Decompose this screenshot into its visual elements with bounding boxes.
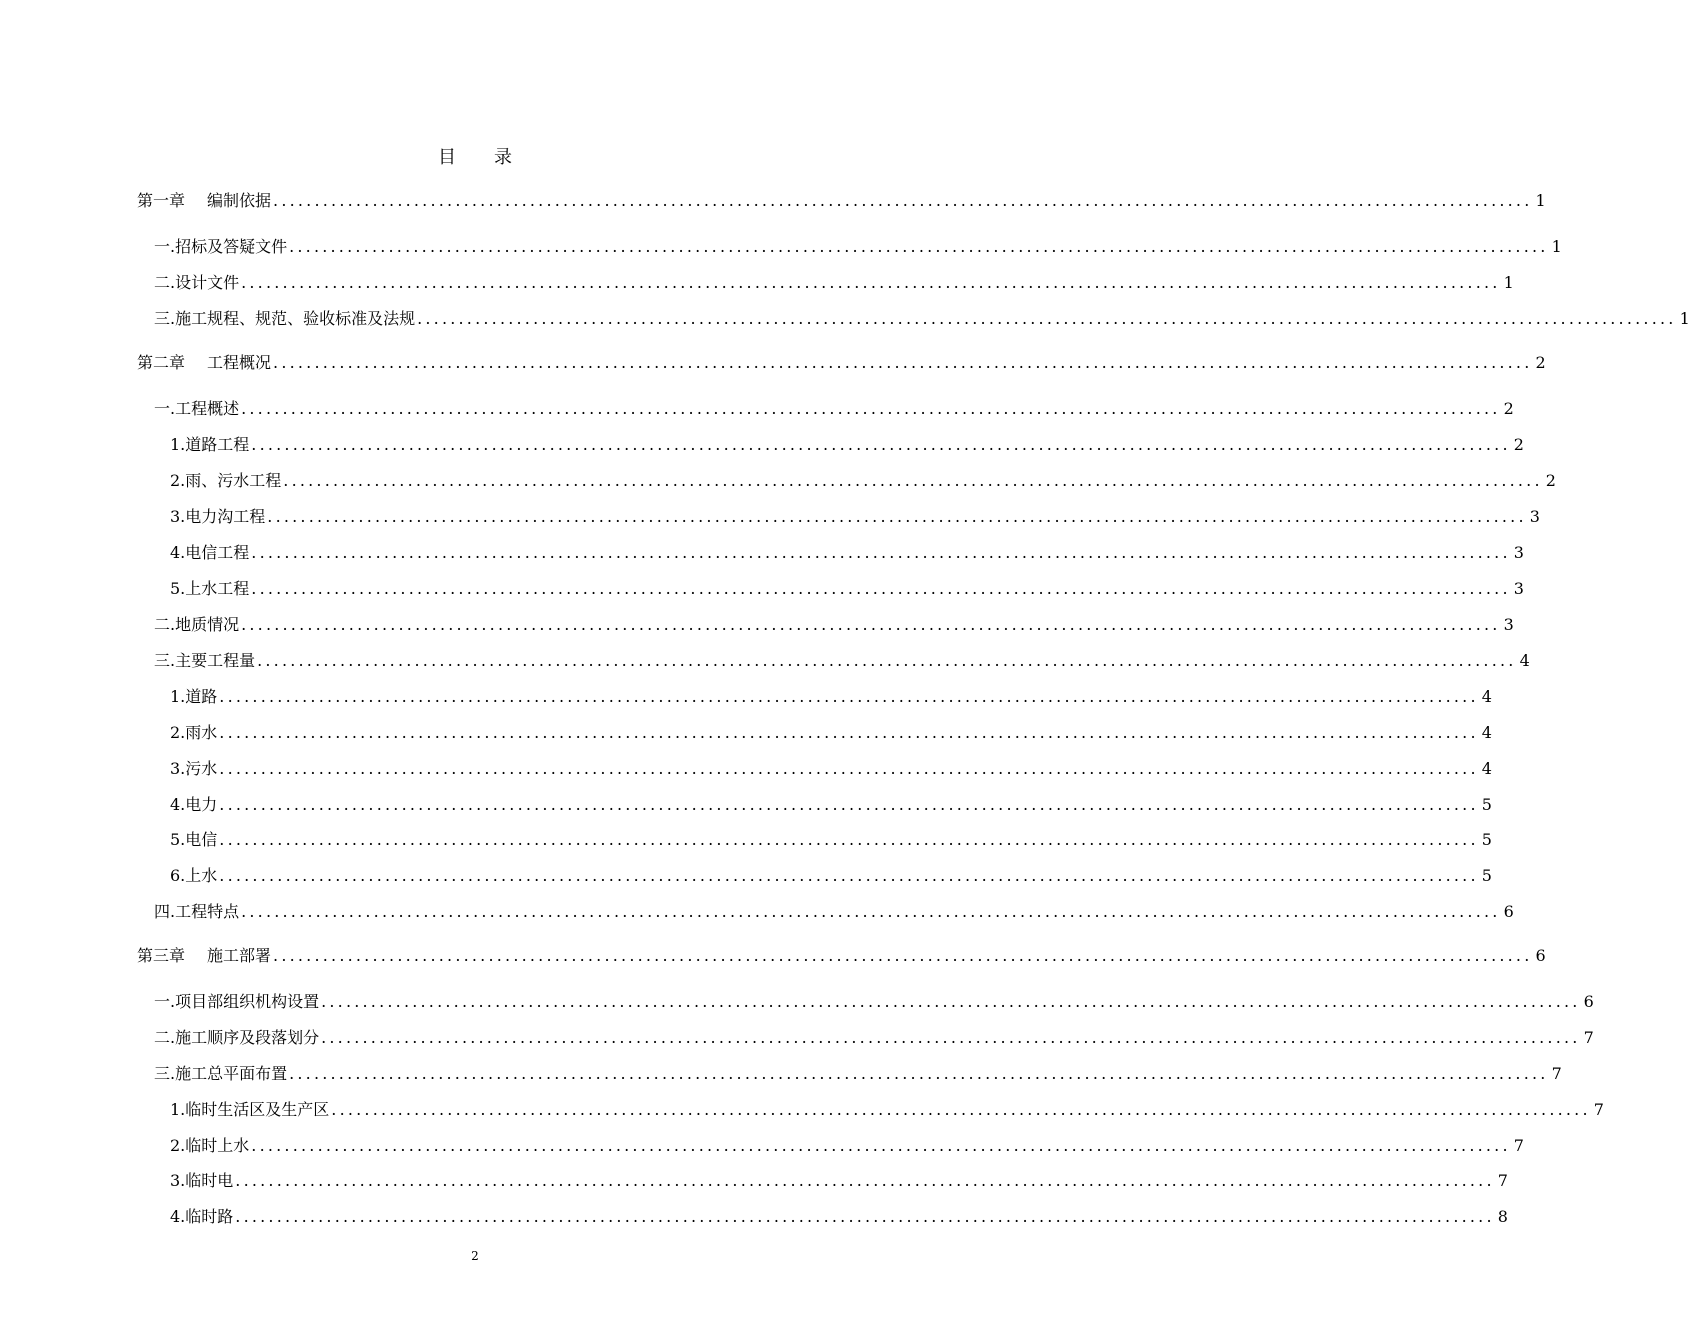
dot-leader: ........................................................................................................................................................ — [267, 507, 1527, 526]
entry-text: 编制依据 — [207, 191, 272, 210]
dot-leader: ........................................................................................................................................................ — [273, 191, 1533, 210]
page-number: 8 — [1497, 1207, 1508, 1226]
toc-section[interactable] — [154, 613, 1514, 637]
page-number: 6 — [1583, 992, 1594, 1011]
page-number: 5 — [1481, 866, 1492, 885]
dot-leader: ........................................................................................................................................................ — [417, 309, 1677, 328]
toc-subsection[interactable] — [170, 1134, 1524, 1158]
toc-subsection[interactable] — [170, 541, 1524, 565]
entry-text: 二.地质情况 — [154, 615, 240, 634]
dot-leader: ........................................................................................................................................................ — [251, 579, 1511, 598]
page-number: 3 — [1513, 579, 1524, 598]
dot-leader: ........................................................................................................................................................ — [273, 946, 1533, 965]
dot-leader: ........................................................................................................................................................ — [241, 399, 1501, 418]
dot-leader: ........................................................................................................................................................ — [257, 651, 1517, 670]
toc-title-left: 目 — [438, 147, 456, 168]
entry-text: 2.雨、污水工程 — [170, 471, 282, 490]
toc-subsection[interactable] — [170, 864, 1492, 888]
dot-leader: ........................................................................................................................................................ — [219, 830, 1479, 849]
toc-subsection[interactable] — [170, 685, 1492, 709]
dot-leader: ........................................................................................................................................................ — [251, 1136, 1511, 1155]
dot-leader: ........................................................................................................................................................ — [321, 1028, 1581, 1047]
chapter-label: 第二章 — [137, 353, 186, 372]
entry-text: 二.施工顺序及段落划分 — [154, 1028, 320, 1047]
toc-subsection[interactable] — [170, 757, 1492, 781]
toc-section[interactable] — [154, 271, 1514, 295]
entry-text: 三.施工规程、规范、验收标准及法规 — [154, 309, 416, 328]
toc-title — [0, 143, 950, 169]
page-number: 6 — [1503, 902, 1514, 921]
entry-text: 工程概况 — [207, 353, 272, 372]
entry-text: 4.电信工程 — [170, 543, 250, 562]
toc-subsection[interactable] — [170, 433, 1524, 457]
toc-subsection[interactable] — [170, 721, 1492, 745]
toc-section[interactable] — [154, 1062, 1562, 1086]
dot-leader: ........................................................................................................................................................ — [251, 543, 1511, 562]
entry-text: 1.道路 — [170, 687, 218, 706]
dot-leader: ........................................................................................................................................................ — [219, 795, 1479, 814]
entry-text: 三.主要工程量 — [154, 651, 256, 670]
page-number: 5 — [1481, 830, 1492, 849]
dot-leader: ........................................................................................................................................................ — [219, 759, 1479, 778]
page-number: 3 — [1503, 615, 1514, 634]
entry-text: 5.上水工程 — [170, 579, 250, 598]
page-number: 7 — [1593, 1100, 1604, 1119]
entry-text: 一.项目部组织机构设置 — [154, 992, 320, 1011]
entry-text: 4.电力 — [170, 795, 218, 814]
page-number: 7 — [1583, 1028, 1594, 1047]
page-number: 2 — [1513, 435, 1524, 454]
dot-leader: ........................................................................................................................................................ — [289, 1064, 1549, 1083]
toc-subsection[interactable] — [170, 1098, 1604, 1122]
dot-leader: ........................................................................................................................................................ — [219, 687, 1479, 706]
toc-subsection[interactable] — [170, 1205, 1508, 1229]
page-number: 6 — [1535, 946, 1546, 965]
page-number: 1 — [1535, 191, 1546, 210]
chapter-label: 第一章 — [137, 191, 186, 210]
entry-text: 1.道路工程 — [170, 435, 250, 454]
dot-leader: ........................................................................................................................................................ — [219, 866, 1479, 885]
page-number: 1 — [1551, 237, 1562, 256]
page-number: 4 — [1519, 651, 1530, 670]
page-number: 2 — [1535, 353, 1546, 372]
entry-text: 3.污水 — [170, 759, 218, 778]
page-number: 7 — [1513, 1136, 1524, 1155]
entry-text: 二.设计文件 — [154, 273, 240, 292]
dot-leader: ........................................................................................................................................................ — [241, 273, 1501, 292]
dot-leader: ........................................................................................................................................................ — [251, 435, 1511, 454]
dot-leader: ........................................................................................................................................................ — [321, 992, 1581, 1011]
toc-subsection[interactable] — [170, 828, 1492, 852]
toc-section[interactable] — [154, 1026, 1594, 1050]
entry-text: 5.电信 — [170, 830, 218, 849]
toc-section[interactable] — [154, 649, 1530, 673]
page-number: 1 — [1503, 273, 1514, 292]
toc-chapter-1[interactable] — [137, 189, 1546, 213]
toc-section[interactable] — [154, 307, 1690, 331]
page-number: 2 — [1545, 471, 1556, 490]
toc-section[interactable] — [154, 990, 1594, 1014]
toc-subsection[interactable] — [170, 505, 1540, 529]
entry-text: 2.临时上水 — [170, 1136, 250, 1155]
entry-text: 3.电力沟工程 — [170, 507, 266, 526]
entry-text: 6.上水 — [170, 866, 218, 885]
chapter-label: 第三章 — [137, 946, 186, 965]
entry-text: 1.临时生活区及生产区 — [170, 1100, 330, 1119]
toc-section[interactable] — [154, 235, 1562, 259]
dot-leader: ........................................................................................................................................................ — [283, 471, 1543, 490]
toc-section[interactable] — [154, 900, 1514, 924]
entry-text: 施工部署 — [207, 946, 272, 965]
toc-chapter-2[interactable] — [137, 351, 1546, 375]
entry-text: 四.工程特点 — [154, 902, 240, 921]
toc-subsection[interactable] — [170, 793, 1492, 817]
dot-leader: ........................................................................................................................................................ — [241, 902, 1501, 921]
entry-text: 3.临时电 — [170, 1171, 234, 1190]
page-number: 2 — [1503, 399, 1514, 418]
page-number: 5 — [1481, 795, 1492, 814]
dot-leader: ........................................................................................................................................................ — [331, 1100, 1591, 1119]
dot-leader: ........................................................................................................................................................ — [219, 723, 1479, 742]
page-number: 4 — [1481, 759, 1492, 778]
page-number: 4 — [1481, 723, 1492, 742]
page-number: 7 — [1497, 1171, 1508, 1190]
dot-leader: ........................................................................................................................................................ — [235, 1171, 1495, 1190]
page-number: 7 — [1551, 1064, 1562, 1083]
dot-leader: ........................................................................................................................................................ — [289, 237, 1549, 256]
toc-subsection[interactable] — [170, 1169, 1508, 1193]
entry-text: 一.招标及答疑文件 — [154, 237, 288, 256]
toc-section[interactable] — [154, 397, 1514, 421]
page-number: 3 — [1513, 543, 1524, 562]
page-number: 1 — [1679, 309, 1690, 328]
entry-text: 4.临时路 — [170, 1207, 234, 1226]
dot-leader: ........................................................................................................................................................ — [273, 353, 1533, 372]
entry-text: 2.雨水 — [170, 723, 218, 742]
dot-leader: ........................................................................................................................................................ — [235, 1207, 1495, 1226]
toc-chapter-3[interactable] — [137, 944, 1546, 968]
page-number: 4 — [1481, 687, 1492, 706]
toc-subsection[interactable] — [170, 469, 1556, 493]
footer-page-number: 2 — [471, 1249, 479, 1263]
toc-title-right: 录 — [494, 147, 512, 168]
toc-subsection[interactable] — [170, 577, 1524, 601]
page-number: 3 — [1529, 507, 1540, 526]
entry-text: 一.工程概述 — [154, 399, 240, 418]
dot-leader: ........................................................................................................................................................ — [241, 615, 1501, 634]
entry-text: 三.施工总平面布置 — [154, 1064, 288, 1083]
